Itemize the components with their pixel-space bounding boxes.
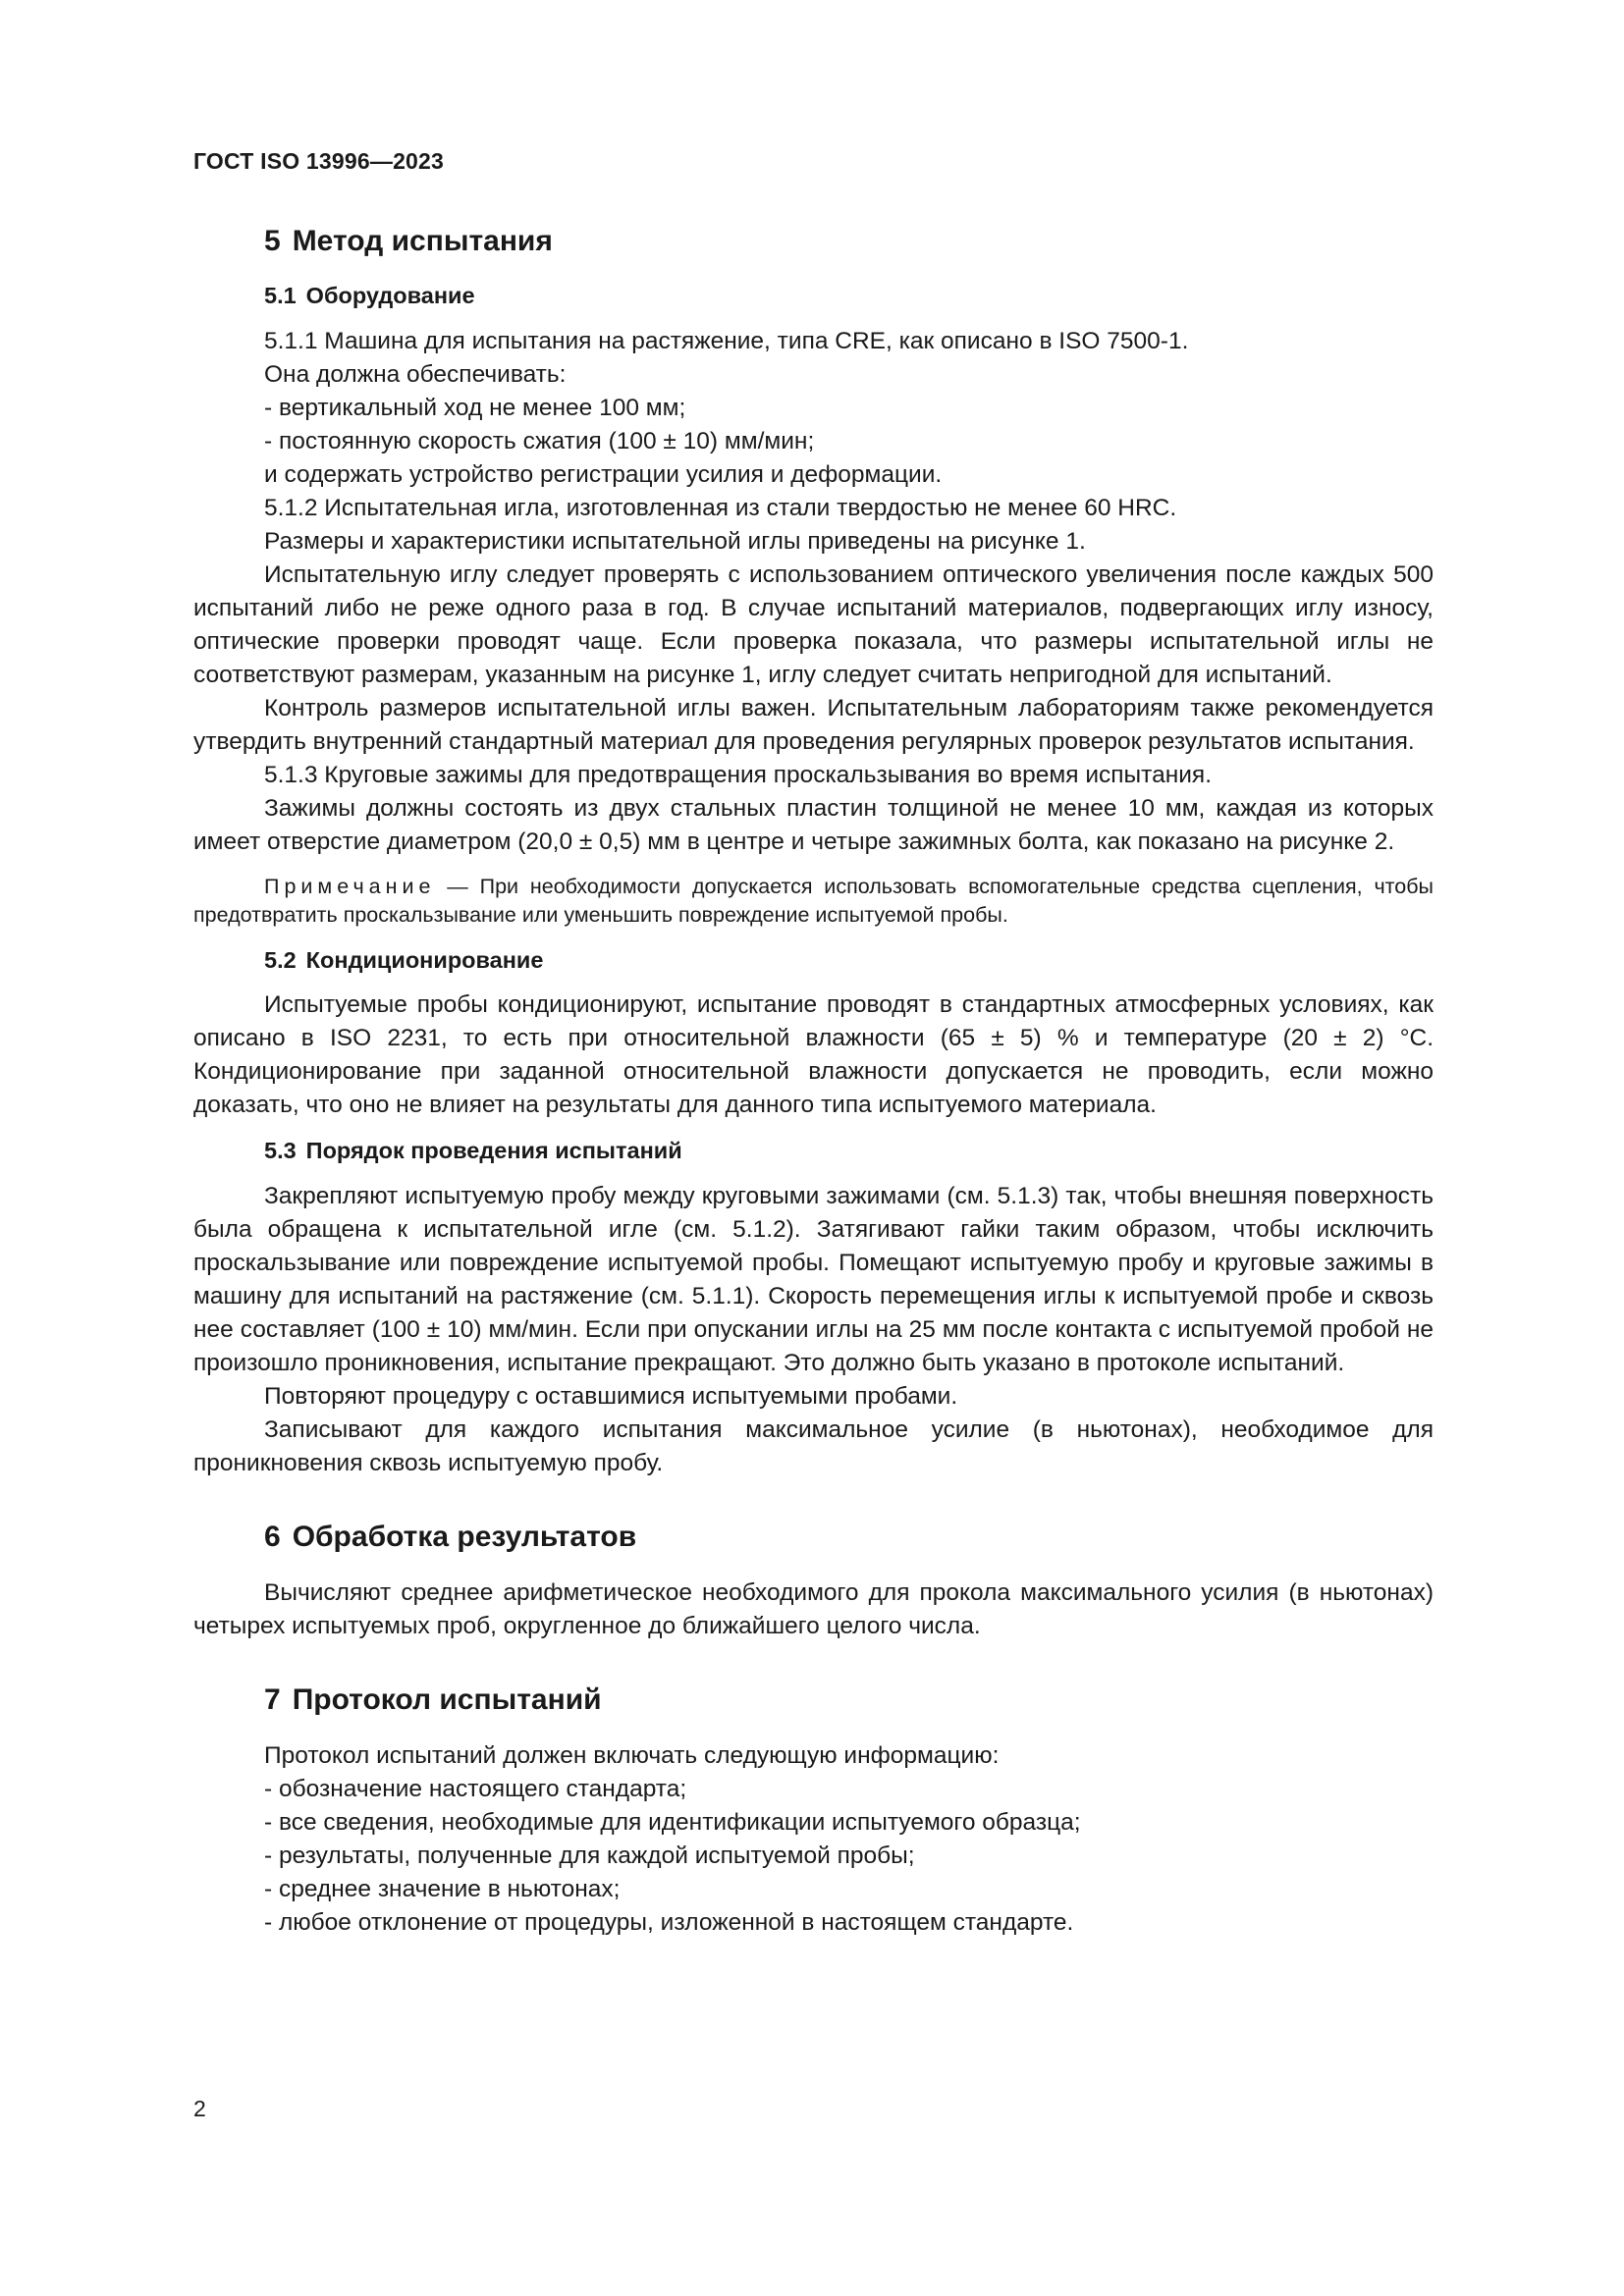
paragraph: Протокол испытаний должен включать следующую информацию: [264,1741,1000,1769]
subsection-5-1-heading [264,281,1434,311]
section-number: 7 [264,1682,281,1716]
list-item: - обозначение настоящего стандарта; [264,1775,687,1802]
paragraph: 5.1.1 Машина для испытания на растяжение, типа CRE, как описано в ISO 7500-1. [264,327,1189,354]
paragraph: Записывают для каждого испытания максимальное усилие (в ньютонах), необходимое для проникновения сквозь испытуемую пробу. [193,1415,1434,1476]
standard-header: ГОСТ ISO 13996—2023 [193,148,445,174]
section-6-heading [264,1520,1434,1555]
list-item: - среднее значение в ньютонах; [264,1875,621,1902]
list-item: - постоянную скорость сжатия (100 ± 10) мм/мин; [264,427,815,454]
note [193,873,1434,930]
paragraph: Вычисляют среднее арифметическое необходимого для прокола максимального усилия (в ньютонах) четырех испытуемых проб, округленное до ближайшего целого числа. [193,1578,1434,1639]
subsection-number: 5.3 [264,1138,297,1164]
paragraph: Испытательную иглу следует проверять с использованием оптического увеличения после каждых 500 испытаний либо не реже одного раза в год. В случае испытаний материалов, подвергающих иглу износу, оптические проверки проводят чаще. Если проверка показала, что размеры испытательной иглы не соответствуют размерам, указанным на рисунке 1, иглу следует считать непригодной для испытаний. [193,561,1434,688]
list-item: - все сведения, необходимые для идентификации испытуемого образца; [264,1808,1081,1836]
section-title: Протокол испытаний [292,1682,602,1716]
paragraph: Размеры и характеристики испытательной иглы приведены на рисунке 1. [264,527,1086,555]
paragraph: Повторяют процедуру с оставшимися испытуемыми пробами. [264,1382,958,1410]
page-number: 2 [193,2096,206,2121]
list-item: - результаты, полученные для каждой испытуемой пробы; [264,1842,915,1869]
paragraph: 5.1.2 Испытательная игла, изготовленная из стали твердостью не менее 60 HRC. [264,494,1177,521]
section-title: Обработка результатов [292,1520,637,1553]
paragraph: Контроль размеров испытательной иглы важен. Испытательным лабораториям также рекомендуется утвердить внутренний стандартный материал для проведения регулярных проверок результатов испытания. [193,694,1434,755]
list-item: - вертикальный ход не менее 100 мм; [264,394,686,421]
subsection-title: Оборудование [305,283,475,308]
note-text: — При необходимости допускается использовать вспомогательные средства сцепления, чтобы предотвратить проскальзывание или уменьшить повреждение испытуемой пробы. [193,874,1434,927]
paragraph: Зажимы должны состоять из двух стальных пластин толщиной не менее 10 мм, каждая из которых имеет отверстие диаметром (20,0 ± 0,5) мм в центре и четыре зажимных болта, как показано на рисунке 2. [193,794,1434,855]
section-number: 6 [264,1520,281,1553]
subsection-title: Кондиционирование [305,946,544,973]
note-label: Примечание [264,874,436,898]
section-5-heading [264,224,1434,259]
subsection-number: 5.1 [264,283,297,308]
section-title: Метод испытания [292,225,553,257]
paragraph: Закрепляют испытуемую пробу между круговыми зажимами (см. 5.1.3) так, чтобы внешняя поверхность была обращена к испытательной игле (см. 5.1.2). Затягивают гайки таким образом, чтобы исключить проскальзывание или повреждение испытуемой пробы. Помещают испытуемую пробу и круговые зажимы в машину для испытаний на растяжение (см. 5.1.1). Скорость перемещения иглы к испытуемой пробе и сквозь нее составляет (100 ± 10) мм/мин. Если при опускании иглы на 25 мм после контакта с испытуемой пробой не произошло проникновения, испытание прекращают. Это должно быть указано в протоколе испытаний. [193,1182,1434,1376]
paragraph: и содержать устройство регистрации усилия и деформации. [264,460,943,488]
subsection-5-3-heading [264,1136,1434,1166]
subsection-number: 5.2 [264,946,297,973]
paragraph: Она должна обеспечивать: [264,360,567,388]
subsection-5-2-heading [264,945,1434,976]
paragraph: 5.1.3 Круговые зажимы для предотвращения проскальзывания во время испытания. [264,761,1212,788]
paragraph: Испытуемые пробы кондиционируют, испытание проводят в стандартных атмосферных условиях, как описано в ISO 2231, то есть при относительной влажности (65 ± 5) % и температуре (20 ± 2) °C. Кондиционирование при заданной относительной влажности допускается не проводить, если можно доказать, что оно не влияет на результаты для данного типа испытуемого материала. [193,991,1434,1119]
subsection-title: Порядок проведения испытаний [305,1138,682,1164]
list-item: - любое отклонение от процедуры, изложенной в настоящем стандарте. [264,1908,1074,1936]
section-number: 5 [264,225,281,257]
document-body [193,224,1434,1940]
section-7-heading [264,1682,1434,1718]
